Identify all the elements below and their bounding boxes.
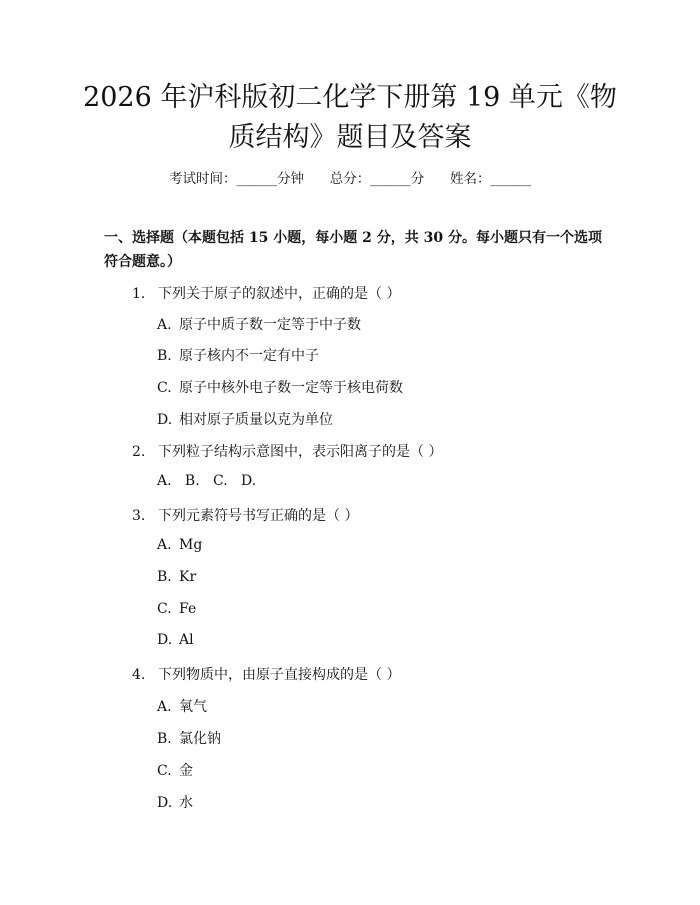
option-letter: A. xyxy=(157,537,172,553)
question-text: 下列物质中，由原子直接构成的是（ ） xyxy=(158,667,401,683)
title-line-2: 质结构》题目及答案 xyxy=(228,122,472,153)
option-letter: D. xyxy=(157,412,173,428)
option-letter: A. xyxy=(157,317,172,333)
option-1b xyxy=(157,345,319,365)
option-1c xyxy=(157,377,403,397)
section-heading: 一、选择题（本题包括 15 小题，每小题 2 分，共 30 分。每小题只有一个选项符合题意。） xyxy=(104,230,602,270)
question-text: 下列关于原子的叙述中，正确的是（ ） xyxy=(158,286,401,302)
option-1a xyxy=(157,314,361,334)
option-text: 原子中质子数一定等于中子数 xyxy=(179,317,361,333)
option-letter: D. xyxy=(157,632,173,648)
option-letter: B. xyxy=(157,348,172,364)
option-text: 氧气 xyxy=(179,699,207,715)
option-letter: D. xyxy=(157,795,173,811)
option-text: 原子中核外电子数一定等于核电荷数 xyxy=(179,380,403,396)
option-3d xyxy=(157,632,194,648)
option-text: Mg xyxy=(179,537,203,553)
option-letter: C. xyxy=(157,763,172,779)
question-4 xyxy=(132,664,400,684)
option-text: Fe xyxy=(179,601,197,617)
question-number: 4. xyxy=(132,667,146,683)
option-letter: C. xyxy=(157,601,172,617)
option-4b xyxy=(157,728,221,748)
option-text: 水 xyxy=(179,795,193,811)
option-3c xyxy=(157,601,196,617)
option-letter: B. xyxy=(157,569,172,585)
option-letter: C. xyxy=(157,380,172,396)
option-3a xyxy=(157,537,202,553)
option-text: 原子核内不一定有中子 xyxy=(179,348,319,364)
option-4c xyxy=(157,760,193,780)
options-2-inline: A. B. C. D. xyxy=(157,473,257,489)
exam-meta-line: 考试时间：______分钟 总分：______分 姓名：______ xyxy=(169,171,531,187)
question-text: 下列元素符号书写正确的是（ ） xyxy=(158,508,359,524)
question-2 xyxy=(132,441,442,461)
option-letter: A. xyxy=(157,699,172,715)
option-3b xyxy=(157,569,196,585)
question-number: 1. xyxy=(132,286,146,302)
question-number: 3. xyxy=(132,508,146,524)
question-text: 下列粒子结构示意图中，表示阳离子的是（ ） xyxy=(158,444,443,460)
question-3 xyxy=(132,505,358,525)
option-text: 相对原子质量以克为单位 xyxy=(179,412,333,428)
option-4d xyxy=(157,792,193,812)
title-line-1: 2026 年沪科版初二化学下册第 19 单元《物 xyxy=(83,82,617,113)
question-1 xyxy=(132,283,400,303)
question-number: 2. xyxy=(132,444,146,460)
option-text: 金 xyxy=(179,763,193,779)
option-text: Kr xyxy=(179,569,197,585)
page-title xyxy=(60,78,640,158)
option-1d xyxy=(157,409,333,429)
option-4a xyxy=(157,696,207,716)
option-text: Al xyxy=(179,632,194,648)
option-text: 氯化钠 xyxy=(179,731,221,747)
option-letter: B. xyxy=(157,731,172,747)
